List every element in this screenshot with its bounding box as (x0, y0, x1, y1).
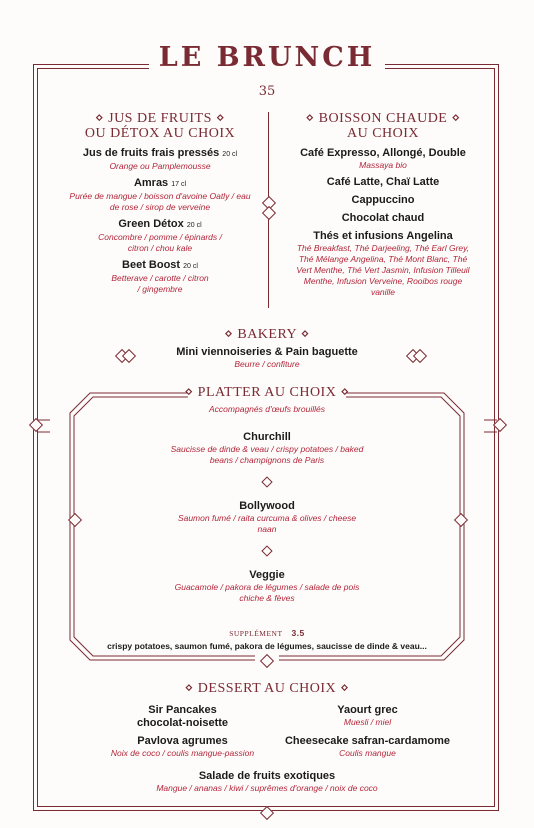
hot-name: Chocolat chaud (341, 212, 425, 224)
dessert-right (280, 704, 455, 759)
dessert-desc: Mangue / ananas / kiwi / suprêmes d'orange / noix de coco (156, 783, 378, 793)
dessert-name: Sir Pancakes chocolat-noisette (136, 704, 229, 729)
platter-desc: Guacamole / pakora de légumes / salade de pois chiche & fèves (174, 582, 360, 603)
platter-subtitle: Accompagnés d'œufs brouillés (209, 404, 325, 414)
platter-item (167, 431, 367, 466)
hot-title-line2: AU CHOIX (346, 126, 420, 141)
hot-title-line1: ⋄ BOISSON CHAUDE ⋄ (305, 111, 461, 126)
platter-desc: Saucisse de dinde & veau / crispy potatoes / baked beans / champignons de Paris (170, 444, 364, 465)
bakery-name: Mini viennoiseries & Pain baguette (176, 346, 358, 358)
dessert-desc: Muesli / miel (343, 717, 392, 727)
supplement-price: 3.5 (291, 628, 305, 638)
juice-desc: Orange ou Pamplemousse (109, 161, 211, 171)
dessert-left (95, 704, 270, 759)
page-title: LE BRUNCH (149, 42, 385, 73)
platter-name: Churchill (243, 431, 291, 443)
hot-desc: Massaya bio (359, 160, 407, 170)
juice-size: 20 cl (186, 222, 202, 229)
juice-name: Beet Boost (122, 259, 181, 271)
juice-name: Amras (133, 177, 169, 189)
juice-desc: Betterave / carotte / citron / gingembre (111, 273, 209, 294)
dessert-name: Pavlova agrumes (137, 735, 228, 747)
dessert-bottom (0, 770, 534, 794)
juice-size: 20 cl (183, 263, 198, 270)
platter-desc: Saumon fumé / raita curcuma & olives / cheese naan (177, 513, 357, 534)
hot-name: Thés et infusions Angelina (313, 230, 453, 242)
supplement-label: SUPPLÉMENT (229, 629, 283, 638)
dessert-name: Cheesecake safran-cardamome (284, 735, 451, 747)
juice-desc: Concombre / pomme / épinards / citron / chou kale (98, 232, 222, 253)
dessert-title: ⋄ DESSERT AU CHOIX ⋄ (184, 681, 350, 696)
bakery-desc: Beurre / confiture (234, 359, 300, 369)
brunch-price: 35 (258, 84, 276, 99)
platter-name: Veggie (249, 569, 285, 581)
platter-item (167, 569, 367, 604)
hot-name: Café Latte, Chaï Latte (326, 176, 440, 188)
juice-name: Green Détox (118, 218, 184, 230)
supplement-text: crispy potatoes, saumon fumé, pakora de légumes, saucisse de dinde & veau... (107, 641, 427, 651)
hot-desc: Thé Breakfast, Thé Darjeeling, Thé Earl Grey, Thé Mélange Angelina, Thé Mont Blanc, Thé Vert Menthe, Thé Vert Jasmin, Infusion Tilleuil Menthe, Infusion Verveine, Rooibos rouge vanille (296, 243, 470, 297)
hot-name: Cappuccino (351, 194, 415, 206)
dessert-name: Yaourt grec (337, 704, 398, 716)
juice-name: Jus de fruits frais pressés (82, 147, 220, 159)
juices-title-line1: ⋄ JUS DE FRUITS ⋄ (94, 111, 226, 126)
platter-subtitle-wrap (0, 404, 534, 415)
platter-name: Bollywood (239, 500, 295, 512)
juice-size: 17 cl (171, 181, 187, 188)
platter-title: ⋄ PLATTER AU CHOIX ⋄ (184, 385, 350, 400)
platter-item (167, 500, 367, 535)
dessert-desc: Coulis mangue (339, 748, 396, 758)
supplement (0, 623, 534, 651)
juice-size: 20 cl (222, 151, 238, 158)
dessert-desc: Noix de coco / coulis mangue-passion (110, 748, 255, 758)
dessert-name: Salade de fruits exotiques (198, 770, 336, 782)
bakery-title: ⋄ BAKERY ⋄ (224, 327, 310, 342)
hot-name: Café Expresso, Allongé, Double (300, 147, 466, 159)
juice-desc: Purée de mangue / boisson d'avoine Oatly / eau de rose / sirop de verveine (69, 191, 251, 212)
juices-title-line2: OU DÉTOX AU CHOIX (84, 126, 236, 141)
